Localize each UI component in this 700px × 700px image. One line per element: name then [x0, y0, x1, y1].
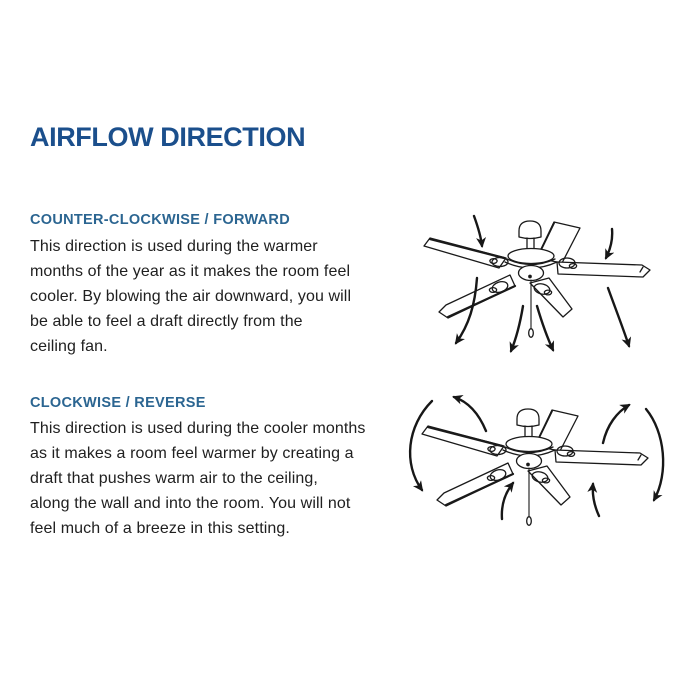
fan-illustration-upward-airflow	[394, 388, 694, 578]
paragraph-line: feel much of a breeze in this setting.	[30, 520, 290, 537]
section-heading-counter-clockwise: COUNTER-CLOCKWISE / FORWARD	[30, 212, 290, 228]
section-heading-clockwise: CLOCKWISE / REVERSE	[30, 395, 206, 411]
paragraph-line: draft that pushes warm air to the ceiling,	[30, 470, 318, 487]
fan-illustration-downward-airflow	[396, 200, 696, 382]
ceiling-fan-icon	[422, 409, 648, 525]
paragraph-line: cooler. By blowing the air downward, you will	[30, 288, 352, 305]
section-paragraph-counter-clockwise	[30, 234, 405, 359]
paragraph-line: be able to feel a draft directly from the	[30, 313, 303, 330]
paragraph-line: along the wall and into the room. You will not	[30, 495, 351, 512]
paragraph-line: ceiling fan.	[30, 338, 108, 355]
section-paragraph-clockwise	[30, 416, 405, 541]
ceiling-fan-icon	[424, 221, 650, 337]
paragraph-line: This direction is used during the warmer	[30, 238, 318, 255]
paragraph-line: months of the year as it makes the room feel	[30, 263, 351, 280]
page-title: AIRFLOW DIRECTION	[30, 122, 306, 152]
paragraph-line: This direction is used during the cooler months	[30, 420, 366, 437]
paragraph-line: as it makes a room feel warmer by creating a	[30, 445, 354, 462]
